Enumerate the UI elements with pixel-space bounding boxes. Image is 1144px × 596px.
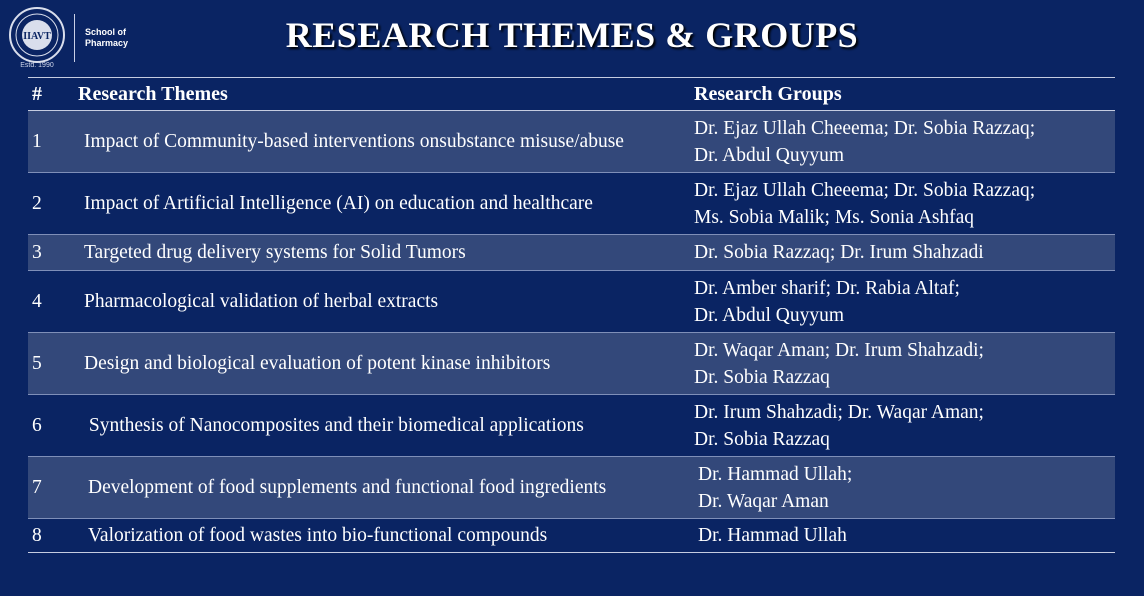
table-row	[28, 333, 1115, 395]
seal-text: IIAVT	[23, 31, 51, 42]
group-line: Ms. Sobia Malik; Ms. Sonia Ashfaq	[694, 206, 975, 228]
row-groups	[690, 235, 1115, 271]
group-line: Dr. Abdul Quyyum	[694, 144, 845, 166]
row-number: 8	[28, 519, 74, 553]
research-table	[28, 77, 1115, 553]
group-line: Dr. Waqar Aman	[698, 490, 829, 512]
row-groups	[690, 395, 1115, 457]
table-row	[28, 519, 1115, 553]
row-groups	[690, 173, 1115, 235]
row-theme: Pharmacological validation of herbal extracts	[74, 271, 690, 333]
row-groups	[690, 457, 1115, 519]
group-line: Dr. Waqar Aman; Dr. Irum Shahzadi;	[694, 339, 984, 361]
row-theme: Targeted drug delivery systems for Solid Tumors	[74, 235, 690, 271]
row-number: 1	[28, 111, 74, 173]
group-line: Dr. Sobia Razzaq	[694, 366, 830, 388]
row-theme: Impact of Community-based interventions onsubstance misuse/abuse	[74, 111, 690, 173]
row-number: 7	[28, 457, 74, 519]
column-header-number: #	[28, 78, 74, 111]
row-groups	[690, 519, 1115, 553]
group-line: Dr. Sobia Razzaq	[694, 428, 830, 450]
row-groups	[690, 111, 1115, 173]
seal-established: Estd. 1990	[20, 62, 54, 69]
school-name-line-1: School of	[85, 26, 126, 37]
group-line: Dr. Abdul Quyyum	[694, 304, 845, 326]
column-header-themes: Research Themes	[74, 78, 690, 111]
group-line: Dr. Irum Shahzadi; Dr. Waqar Aman;	[694, 401, 984, 423]
group-line: Dr. Ejaz Ullah Cheeema; Dr. Sobia Razzaq;	[694, 179, 1036, 201]
row-theme: Design and biological evaluation of potent kinase inhibitors	[74, 333, 690, 395]
table-header-row	[28, 78, 1115, 111]
group-line: Dr. Hammad Ullah;	[698, 463, 853, 485]
table-row	[28, 271, 1115, 333]
school-name-line-2: Pharmacy	[85, 37, 129, 48]
table-row	[28, 457, 1115, 519]
row-number: 4	[28, 271, 74, 333]
group-line: Dr. Ejaz Ullah Cheeema; Dr. Sobia Razzaq;	[694, 117, 1036, 139]
group-line: Dr. Sobia Razzaq; Dr. Irum Shahzadi	[694, 242, 984, 263]
row-theme: Valorization of food wastes into bio-functional compounds	[74, 519, 690, 553]
table-row	[28, 111, 1115, 173]
page-title: RESEARCH THEMES & GROUPS	[285, 15, 859, 55]
row-theme: Impact of Artificial Intelligence (AI) on education and healthcare	[74, 173, 690, 235]
row-theme: Synthesis of Nanocomposites and their biomedical applications	[74, 395, 690, 457]
row-number: 3	[28, 235, 74, 271]
group-line: Dr. Hammad Ullah	[698, 525, 847, 546]
row-theme: Development of food supplements and functional food ingredients	[74, 457, 690, 519]
table-row	[28, 173, 1115, 235]
row-groups	[690, 271, 1115, 333]
group-line: Dr. Amber sharif; Dr. Rabia Altaf;	[694, 277, 960, 299]
table-row	[28, 395, 1115, 457]
row-groups	[690, 333, 1115, 395]
table-row	[28, 235, 1115, 271]
row-number: 6	[28, 395, 74, 457]
column-header-groups: Research Groups	[690, 78, 1115, 111]
row-number: 2	[28, 173, 74, 235]
row-number: 5	[28, 333, 74, 395]
